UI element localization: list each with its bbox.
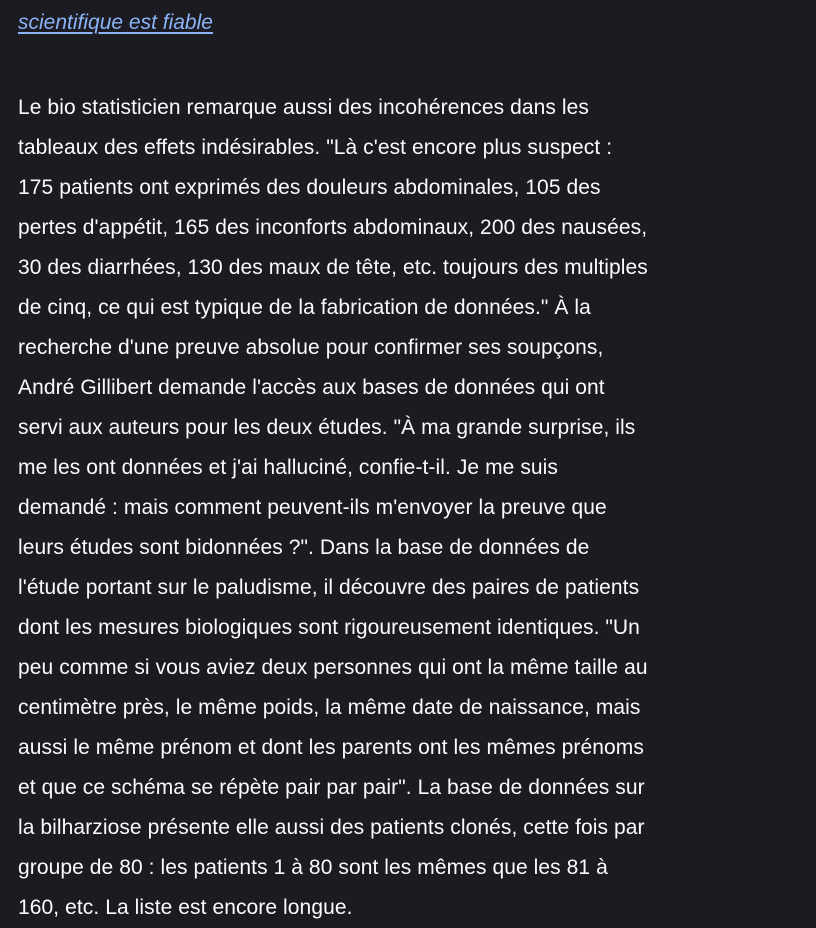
- paragraph-line: me les ont données et j'ai halluciné, confie-t-il. Je me suis: [18, 456, 558, 479]
- article-paragraph: [18, 88, 808, 928]
- paragraph-line: et que ce schéma se répète pair par pair". La base de données sur: [18, 776, 645, 799]
- paragraph-line: recherche d'une preuve absolue pour confirmer ses soupçons,: [18, 336, 604, 359]
- paragraph-line: demandé : mais comment peuvent-ils m'envoyer la preuve que: [18, 496, 607, 519]
- paragraph-line: peu comme si vous aviez deux personnes qui ont la même taille au: [18, 656, 648, 679]
- paragraph-line: groupe de 80 : les patients 1 à 80 sont les mêmes que les 81 à: [18, 856, 608, 879]
- paragraph-line: aussi le même prénom et dont les parents ont les mêmes prénoms: [18, 736, 644, 759]
- paragraph-line: centimètre près, le même poids, la même date de naissance, mais: [18, 696, 641, 719]
- paragraph-line: pertes d'appétit, 165 des inconforts abdominaux, 200 des nausées,: [18, 216, 648, 239]
- paragraph-line: la bilharziose présente elle aussi des patients clonés, cette fois par: [18, 816, 645, 839]
- paragraph-line: dont les mesures biologiques sont rigoureusement identiques. "Un: [18, 616, 640, 639]
- paragraph-line: servi aux auteurs pour les deux études. "À ma grande surprise, ils: [18, 416, 636, 439]
- paragraph-line: 175 patients ont exprimés des douleurs abdominales, 105 des: [18, 176, 601, 199]
- source-link[interactable]: scientifique est fiable: [18, 11, 213, 34]
- paragraph-line: tableaux des effets indésirables. "Là c'est encore plus suspect :: [18, 136, 613, 159]
- paragraph-line: 160, etc. La liste est encore longue.: [18, 896, 353, 919]
- paragraph-line: de cinq, ce qui est typique de la fabrication de données." À la: [18, 296, 591, 319]
- link-line: [18, 3, 808, 43]
- paragraph-line: 30 des diarrhées, 130 des maux de tête, etc. toujours des multiples: [18, 256, 648, 279]
- paragraph-line: Le bio statisticien remarque aussi des incohérences dans les: [18, 96, 589, 119]
- paragraph-line: André Gillibert demande l'accès aux bases de données qui ont: [18, 376, 605, 399]
- paragraph-line: leurs études sont bidonnées ?". Dans la base de données de: [18, 536, 590, 559]
- paragraph-line: l'étude portant sur le paludisme, il découvre des paires de patients: [18, 576, 640, 599]
- article-content: [18, 3, 808, 928]
